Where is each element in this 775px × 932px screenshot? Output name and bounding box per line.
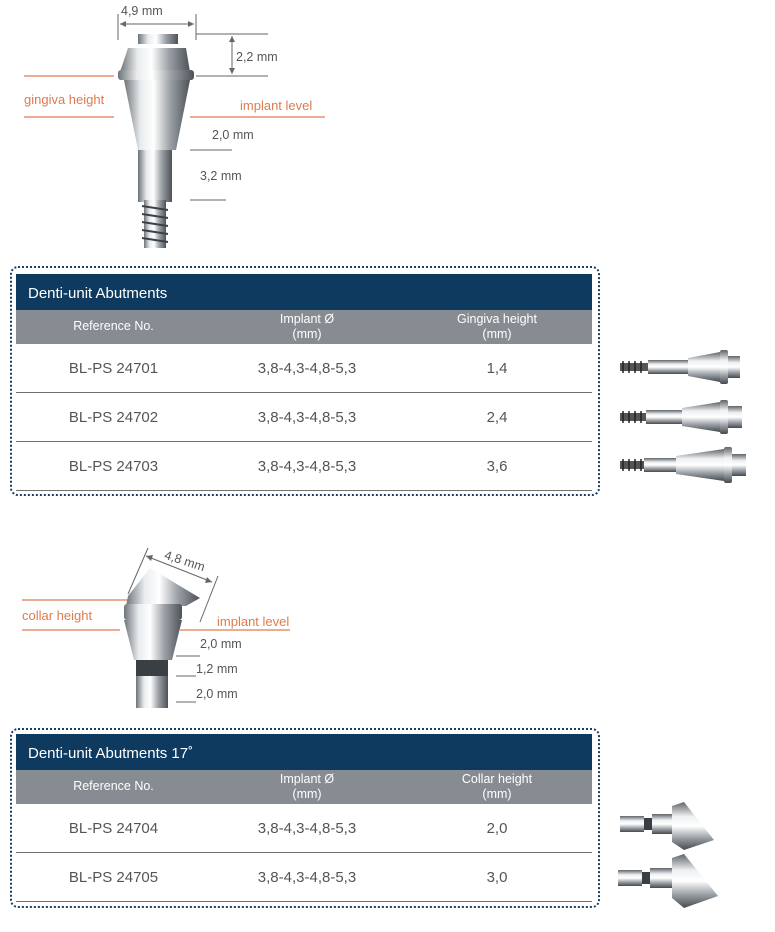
table-row (16, 853, 592, 902)
abutment-photo-24704 (620, 800, 730, 860)
abutment-photo-24705 (618, 852, 728, 914)
header-implant: Implant Ø (mm) (279, 312, 335, 341)
abutments-table (16, 274, 592, 491)
width-dimension-label: 4,8 mm (162, 548, 207, 575)
table-title: Denti-unit Abutments (16, 274, 592, 310)
cell-reference: BL-PS 24702 (68, 409, 159, 426)
implant-level-label: implant level (217, 614, 290, 629)
cell-implant: 3,8-4,3-4,8-5,3 (257, 409, 357, 426)
height-dimension-label: 2,2 mm (236, 50, 278, 64)
table-row (16, 804, 592, 853)
cell-implant: 3,8-4,3-4,8-5,3 (257, 820, 357, 837)
dimension-label-a: 2,0 mm (212, 128, 254, 142)
cell-reference: BL-PS 24701 (68, 360, 159, 377)
collar-height-label: collar height (22, 608, 93, 623)
abutments-17-table (16, 734, 592, 902)
dimension-label-b: 3,2 mm (200, 169, 242, 183)
header-collar-height: Collar height (mm) (461, 772, 533, 801)
cell-height: 3,6 (486, 458, 508, 475)
abutment-angled-illustration (0, 540, 320, 720)
abutment-photo-24701 (620, 348, 750, 388)
header-gingiva-height: Gingiva height (mm) (457, 312, 537, 341)
abutment-photo-24703 (620, 446, 755, 486)
implant-level-label: implant level (240, 98, 313, 113)
cell-reference: BL-PS 24705 (68, 869, 159, 886)
table-row (16, 393, 592, 442)
abutment-straight-illustration (0, 0, 340, 260)
cell-implant: 3,8-4,3-4,8-5,3 (257, 360, 357, 377)
table-header (16, 770, 592, 804)
cell-reference: BL-PS 24703 (68, 458, 159, 475)
header-reference: Reference No. (73, 319, 154, 333)
table-row (16, 442, 592, 491)
dimension-label-c: 2,0 mm (196, 687, 238, 701)
table-title: Denti-unit Abutments 17˚ (16, 734, 592, 770)
cell-height: 1,4 (486, 360, 508, 377)
abutment-photo-24702 (620, 398, 750, 438)
table-header (16, 310, 592, 344)
cell-height: 3,0 (486, 869, 508, 886)
dimension-label-a: 2,0 mm (200, 637, 242, 651)
header-reference: Reference No. (73, 779, 154, 793)
cell-height: 2,0 (486, 820, 508, 837)
header-implant: Implant Ø (mm) (279, 772, 335, 801)
cell-height: 2,4 (486, 409, 508, 426)
cell-implant: 3,8-4,3-4,8-5,3 (257, 458, 357, 475)
cell-implant: 3,8-4,3-4,8-5,3 (257, 869, 357, 886)
width-dimension-label: 4,9 mm (121, 4, 163, 18)
table-row (16, 344, 592, 393)
cell-reference: BL-PS 24704 (68, 820, 159, 837)
gingiva-height-label: gingiva height (24, 92, 105, 107)
dimension-label-b: 1,2 mm (196, 662, 238, 676)
